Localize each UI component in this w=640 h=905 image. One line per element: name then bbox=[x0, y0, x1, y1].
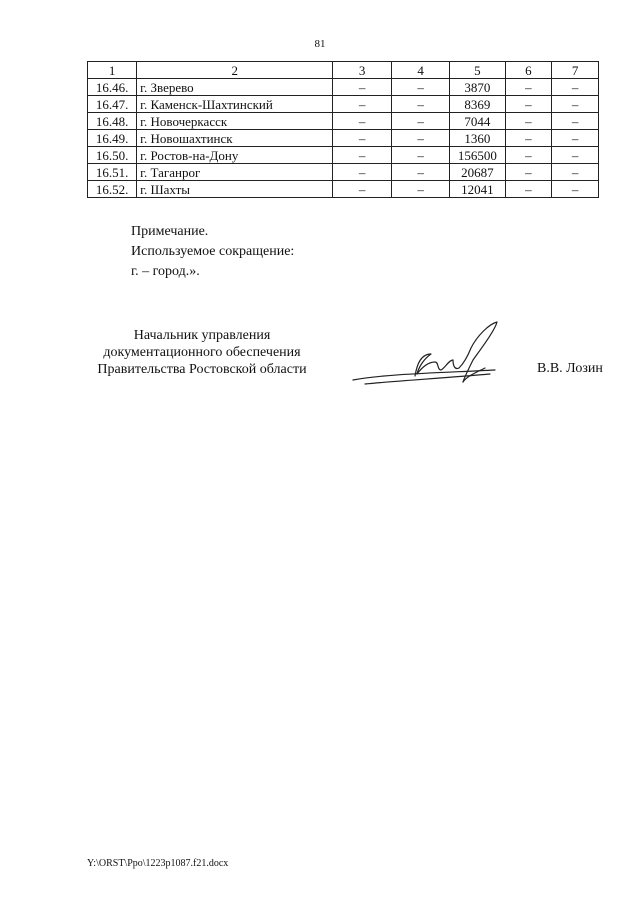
table-cell: – bbox=[333, 113, 391, 130]
table-cell: – bbox=[552, 164, 599, 181]
table-cell: – bbox=[333, 147, 391, 164]
value-cell: 156500 bbox=[450, 147, 505, 164]
table-cell: – bbox=[552, 79, 599, 96]
header-cell: 6 bbox=[505, 62, 552, 79]
table-cell: – bbox=[505, 130, 552, 147]
signer-title-line: Начальник управления bbox=[133, 328, 271, 343]
table-cell: – bbox=[333, 164, 391, 181]
row-number-cell: 16.51. bbox=[88, 164, 137, 181]
table-row bbox=[88, 96, 599, 113]
row-number-cell: 16.47. bbox=[88, 96, 137, 113]
table-row bbox=[88, 164, 599, 181]
note-abbreviation-label: Используемое сокращение: bbox=[131, 244, 295, 259]
table-cell: – bbox=[333, 79, 391, 96]
row-number-cell: 16.52. bbox=[88, 181, 137, 198]
value-cell: 12041 bbox=[450, 181, 505, 198]
row-number-cell: 16.50. bbox=[88, 147, 137, 164]
page-number: 81 bbox=[314, 38, 326, 50]
table-cell: – bbox=[505, 96, 552, 113]
table-cell: – bbox=[552, 130, 599, 147]
note-heading: Примечание. bbox=[131, 224, 209, 239]
table-cell: – bbox=[505, 181, 552, 198]
handwritten-signature bbox=[345, 318, 515, 388]
signer-title-line: документационного обеспечения bbox=[103, 345, 301, 360]
city-name-cell: г. Каменск-Шахтинский bbox=[137, 96, 333, 113]
value-cell: 7044 bbox=[450, 113, 505, 130]
header-cell: 4 bbox=[391, 62, 449, 79]
table-cell: – bbox=[391, 181, 449, 198]
value-cell: 3870 bbox=[450, 79, 505, 96]
table-cell: – bbox=[333, 96, 391, 113]
signer-name: В.В. Лозин bbox=[537, 361, 603, 376]
data-table bbox=[87, 61, 599, 198]
city-name-cell: г. Шахты bbox=[137, 181, 333, 198]
header-cell: 7 bbox=[552, 62, 599, 79]
table-cell: – bbox=[391, 130, 449, 147]
table-cell: – bbox=[552, 113, 599, 130]
note-block bbox=[131, 222, 294, 282]
signer-title bbox=[86, 327, 318, 378]
table-row bbox=[88, 113, 599, 130]
footer-file-path: Y:\ORST\Ppo\1223p1087.f21.docx bbox=[87, 858, 229, 869]
table-cell: – bbox=[505, 164, 552, 181]
table-cell: – bbox=[552, 96, 599, 113]
table-cell: – bbox=[391, 147, 449, 164]
city-name-cell: г. Зверево bbox=[137, 79, 333, 96]
city-name-cell: г. Новочеркасск bbox=[137, 113, 333, 130]
table-cell: – bbox=[333, 181, 391, 198]
row-number-cell: 16.48. bbox=[88, 113, 137, 130]
value-cell: 8369 bbox=[450, 96, 505, 113]
table-cell: – bbox=[505, 113, 552, 130]
table-cell: – bbox=[552, 147, 599, 164]
table-cell: – bbox=[333, 130, 391, 147]
table-cell: – bbox=[391, 164, 449, 181]
table-cell: – bbox=[505, 147, 552, 164]
row-number-cell: 16.49. bbox=[88, 130, 137, 147]
table-cell: – bbox=[505, 79, 552, 96]
table-row bbox=[88, 181, 599, 198]
table-row bbox=[88, 130, 599, 147]
city-name-cell: г. Таганрог bbox=[137, 164, 333, 181]
header-cell: 3 bbox=[333, 62, 391, 79]
table-header-row bbox=[88, 62, 599, 79]
header-cell: 5 bbox=[450, 62, 505, 79]
table-row bbox=[88, 147, 599, 164]
row-number-cell: 16.46. bbox=[88, 79, 137, 96]
city-name-cell: г. Ростов-на-Дону bbox=[137, 147, 333, 164]
table-cell: – bbox=[391, 96, 449, 113]
value-cell: 20687 bbox=[450, 164, 505, 181]
header-cell: 1 bbox=[88, 62, 137, 79]
note-abbreviation-text: г. – город.». bbox=[131, 264, 200, 279]
table-row bbox=[88, 79, 599, 96]
table-cell: – bbox=[391, 113, 449, 130]
signer-title-line: Правительства Ростовской области bbox=[97, 362, 307, 377]
city-name-cell: г. Новошахтинск bbox=[137, 130, 333, 147]
table-cell: – bbox=[391, 79, 449, 96]
header-cell: 2 bbox=[137, 62, 333, 79]
table-cell: – bbox=[552, 181, 599, 198]
value-cell: 1360 bbox=[450, 130, 505, 147]
